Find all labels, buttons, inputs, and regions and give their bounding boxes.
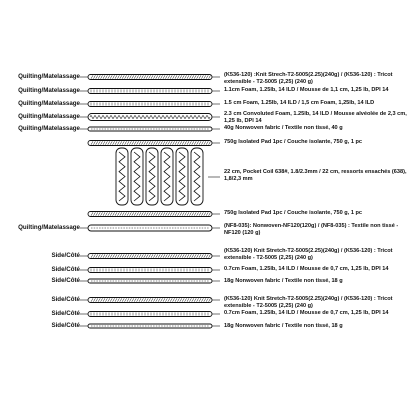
layer-strip [88, 268, 212, 273]
layer-strip [88, 102, 212, 107]
pocket-coil [176, 148, 188, 205]
layer-nonwoven [80, 324, 220, 328]
layer-foam [80, 312, 220, 317]
layer-description: 2.3 cm Convoluted Foam, 1.25lb, 14 ILD / Mousse alvéolée de 2,3 cm, 1,25 lb, DPI 14 [224, 111, 407, 124]
side-label: Side/Côté [51, 277, 80, 284]
layer-description: (K536-120) :Knit Strech-T2-5005(2.25)(240g) / (K536-120) : Tricot extensible - T2-5005 (2,25) (240 g) [224, 72, 393, 85]
layer-nonwoven [80, 127, 220, 131]
side-label: Quilting/Matelassage [18, 224, 80, 231]
layer-knit [80, 298, 220, 303]
pocket-coil [191, 148, 203, 205]
layer-convoluted [80, 114, 220, 121]
side-label: Side/Côté [51, 322, 80, 329]
layer-foam [80, 268, 220, 273]
layer-description: 1.1cm Foam, 1.25lb, 14 ILD / Mousse de 1,1 cm, 1,25 lb, DPI 14 [224, 87, 389, 93]
layer-description: (K536-120) Knit Stretch-T2-5005(2.25)(240g) / (K536-120) : Tricot extensible - T2-5005 (2,25) (240 g) [224, 248, 393, 261]
layer-coil [116, 148, 220, 205]
layer-description: 750g Isolated Pad 1pc / Couche isolante, 750 g, 1 pc [224, 139, 363, 145]
layer-description: 18g Nonwoven fabric / Textile non tissé, 18 g [224, 323, 343, 329]
side-label: Quilting/Matelassage [18, 87, 80, 94]
layer-description: 22 cm, Pocket Coil 638#, 1.8/2.3mm / 22 cm, ressorts ensachés (638), 1,8/2,3 mm [224, 169, 407, 182]
layer-description: 750g Isolated Pad 1pc / Couche isolante, 750 g, 1 pc [224, 210, 363, 216]
layer-description: 40g Nonwoven fabric / Textile non tissé, 40 g [224, 125, 343, 131]
layer-strip [88, 312, 212, 317]
layer-knit [80, 75, 220, 80]
pocket-coil [161, 148, 173, 205]
coil-spring [179, 152, 185, 201]
layer-strip [88, 324, 212, 328]
layer-description: (NF8-035): Nonwoven-NF120(120g) / (NF8-035) : Textile non tissé - NF120 (120 g) [224, 223, 399, 236]
layer-foam [80, 102, 220, 107]
coil-spring [119, 152, 125, 201]
layer-strip [88, 89, 212, 94]
layer-foam [80, 89, 220, 94]
layer-pad [88, 212, 220, 217]
side-label: Quilting/Matelassage [18, 125, 80, 132]
pocket-coil [116, 148, 128, 205]
layer-strip [88, 225, 212, 231]
coil-spring [149, 152, 155, 201]
layer-description: 18g Nonwoven fabric / Textile non tissé, 18 g [224, 278, 343, 284]
layer-description: 0.7cm Foam, 1.25lb, 14 ILD / Mousse de 0,7 cm, 1,25 lb, DPI 14 [224, 266, 389, 272]
side-label: Quilting/Matelassage [18, 73, 80, 80]
side-label: Side/Côté [51, 296, 80, 303]
layer-nonwoven [80, 225, 220, 231]
layer-description: 1.5 cm Foam, 1.25lb, 14 ILD / 1,5 cm Foam, 1,25lb, 14 ILD [224, 100, 375, 106]
layer-pad [88, 141, 220, 146]
layer-description: 0.7cm Foam, 1.25lb, 14 ILD / Mousse de 0,7 cm, 1,25 lb, DPI 14 [224, 310, 389, 316]
coil-spring [194, 152, 200, 201]
layer-knit [80, 254, 220, 259]
layer-strip [88, 127, 212, 131]
side-label: Side/Côté [51, 310, 80, 317]
layer-nonwoven [80, 279, 220, 283]
side-label: Side/Côté [51, 266, 80, 273]
coil-spring [164, 152, 170, 201]
side-label: Quilting/Matelassage [18, 113, 80, 120]
pocket-coil [146, 148, 158, 205]
layer-description: (K536-120) Knit Stretch-T2-5005(2.25)(240g) / (K536-120) : Tricot extensible - T2-5005 (2,25) (240 g) [224, 296, 393, 309]
pocket-coil [131, 148, 143, 205]
layer-strip [88, 279, 212, 283]
side-label: Side/Côté [51, 252, 80, 259]
side-label: Quilting/Matelassage [18, 100, 80, 107]
coil-spring [134, 152, 140, 201]
